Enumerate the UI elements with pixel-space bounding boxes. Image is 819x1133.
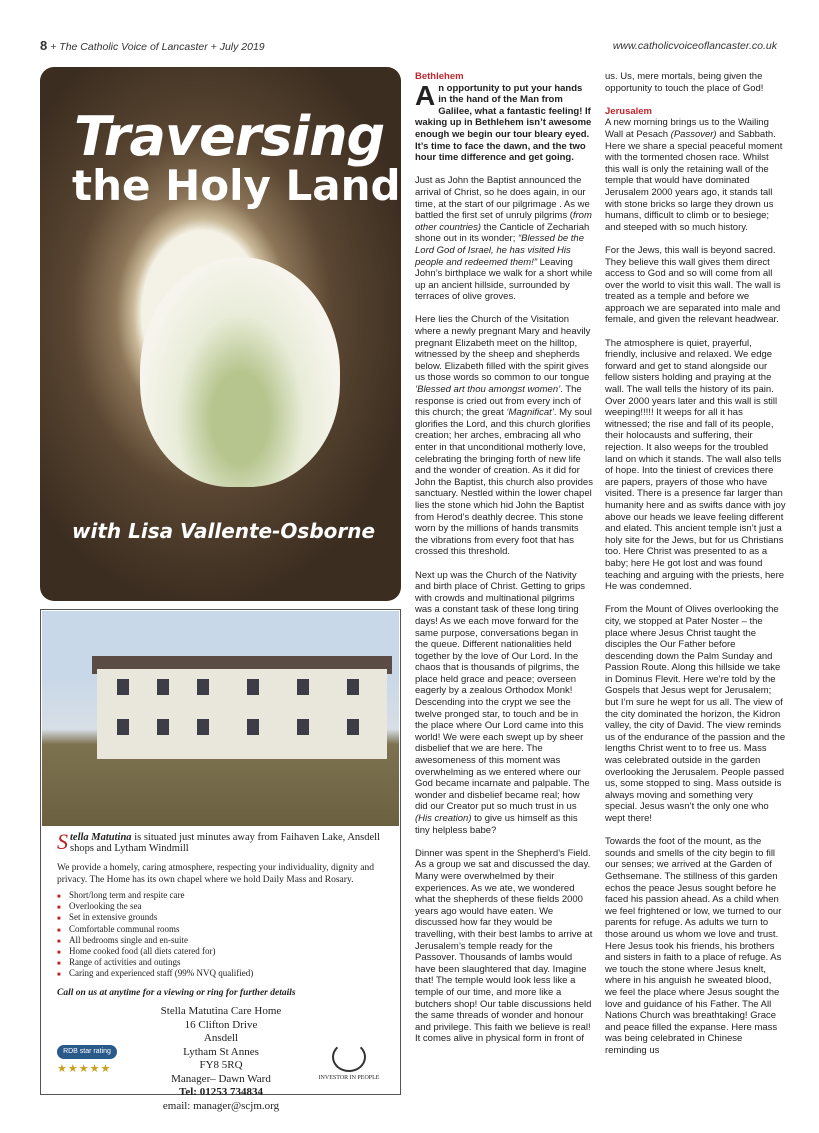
section-heading-jerusalem: Jerusalem — [605, 105, 653, 117]
text-run: Just as John the Baptist announced the arrival of Christ, so he does again, in our time, at the start of our pilgrimage . As we battled the first set of unruly pilgrims ( — [415, 175, 590, 222]
address-line: Lytham St Annes — [183, 1045, 259, 1058]
advert-email[interactable]: email: manager@scjm.org — [162, 1099, 280, 1112]
advert-name: tella Matutina — [70, 832, 132, 843]
article-column-1 — [415, 71, 593, 1056]
window — [347, 679, 359, 695]
address-line: Stella Matutina Care Home — [160, 1005, 282, 1017]
investor-label: INVESTOR IN PEOPLE — [318, 1075, 380, 1081]
feature-item: ■ Home cooked food (all diets catered for) — [69, 946, 253, 957]
window — [247, 719, 259, 735]
window — [117, 679, 129, 695]
feature-item: ■ Set in extensive grounds — [69, 912, 253, 923]
feature-item: ■ Comfortable communal rooms — [69, 924, 253, 935]
page-header — [40, 38, 777, 58]
section-heading-bethlehem: Bethlehem — [415, 71, 464, 82]
header-left — [40, 38, 265, 53]
advert-telephone[interactable]: Tel: 01253 734834 — [179, 1086, 263, 1098]
website-link[interactable]: www.catholicvoiceoflancaster.co.uk — [612, 40, 777, 52]
text-run: ‘Blessed art thou amongst women’ — [415, 384, 561, 396]
text-run: Next up was the Church of the Nativity and birth place of Christ. Getting to grips with crowds and multinational pilgrims was a constant task of these long tiring days! As we each move forward for the same purpose, conversations began in the queue. Different nationalities held together by the love of Our Lord. In the chaos that is thousands of pilgrims, the place held grace and peace; overseen eagerly by a zealous Orthodox Monk! Descending into the crypt we see the twelve pronged star, to touch and be in the place where Our Lord came into this world! We were each swept up by sheer disbelief that we are here. The awesomeness of this moment was overwhelming as we entered where our God became incarnate and palpable. The wonder and disbelief became real; how did our Creator put so much trust in us — [415, 569, 590, 813]
paragraph: For the Jews, this wall is beyond sacred. They believe this wall gives them direct access to God and so will come from all over the world to visit this wall. The wall is treated as a temple and before we approach we are separated into male and female, and given the relevant headwear. — [605, 244, 781, 326]
window — [247, 679, 259, 695]
feature-item: ■ Short/long term and respite care — [69, 890, 253, 901]
text-run: . My soul glorifies the Lord, and this church glorifies creation; her arches, embracing all who enter in that unconditional motherly love, celebrating the bringing forth of new life and the wonder of creation. As it did for John the Baptist, this church also provides sanctuary. Nestled within the lower chapel lies the stone which hid John the Baptist from Herod’s deathly decree. This stone worn by the millions of hands transmits the vibrations from every foot that has crossed this threshold. — [415, 407, 593, 558]
hero-image — [40, 67, 401, 601]
window — [347, 719, 359, 735]
text-run: Here lies the Church of the Visitation where a newly pregnant Mary and heavily pregnant Elizabeth meet on the hilltop, witnessed by the sheep and shepherds below. Elizabeth filled with the spirit gives us those words so common to our tongue — [415, 314, 591, 384]
text-run: A new morning brings us to the Wailing Wall at Pesach — [605, 117, 769, 140]
advert-intro — [57, 829, 390, 854]
paragraph — [605, 117, 786, 233]
text-run: “Blessed be the Lord God of Israel, he has visited His people and redeemed them!” — [415, 233, 584, 268]
advert-features — [57, 890, 253, 980]
address-line: FY8 5RQ — [199, 1059, 243, 1071]
article-title-line2: the Holy Land — [72, 161, 401, 210]
lead-paragraph — [415, 79, 593, 164]
rating-stars-icon: ★★★★★ — [57, 1063, 112, 1075]
cave-opening — [140, 257, 340, 487]
text-run: and Sabbath. Here we share a special peaceful moment with the tormented chosen race. Whilst this wall is only the retaining wall of the temple that would have dominated Jerusalem 2000 years ago, it stands tall with stone bricks so large they drown us humans, difficult to climb or to besiege; and steeped with so much history. — [605, 128, 783, 233]
paragraph: Towards the foot of the mount, as the sounds and smells of the city begin to fill our senses; we arrived at the Garden of Gethsemane. The stillness of this garden echos the peace Jesus sought before he faced his passion ahead. As a child when we feel frightened or low, we turned to our parents for refuge. As adults we turn to those around us whom we love and trust. Here Jesus took his friends, his brothers and sisters in faith to a place of refuge. As we touch the stone where Jesus knelt, where in his anguish he sweated blood, we feel the place where Jesus sought the love and guidance of his Father. The All Nations Church was breathtaking! Grace and peace filled the expanse. Here mass was being celebrated in Chinese reminding us — [605, 836, 782, 1056]
text-run: the Canticle of Zechariah shone out in its wonder; — [415, 221, 590, 245]
advert-description: We provide a homely, caring atmosphere, respecting your individuality, dignity and privacy. The Home has its own chapel where we hold Daily Mass and Rosary. — [57, 863, 374, 885]
paragraph: From the Mount of Olives overlooking the city, we stopped at Pater Noster – the place where Jesus Christ taught the disciples the Our Father before descending down the Palm Sunday and Passion Route. Along this hillside we take in Dominus Flevit. Here we’re told by the Gospels that Jesus wept for Jerusalem; but I’m sure he wept for us all. The view of the city dominated the horizon, the Kidron valley, the city of David. The view reminds us of the endurance of the passion and the lengths Christ went to to free us. Mass was celebrated outside in the garden overlooking the Jerusalem. People passed us, some stopped to sing. Mass outside is always moving and something very special. Jesus wasn’t the only one who wept there! — [605, 604, 786, 824]
window — [157, 679, 169, 695]
text-run: ‘Magnificat’ — [506, 407, 554, 419]
article-title-line1: Traversing — [74, 105, 385, 168]
drop-cap: A — [415, 79, 436, 111]
care-home-photo — [42, 611, 399, 826]
publication-line: + The Catholic Voice of Lancaster + July 2019 — [50, 41, 265, 53]
rating-label: RDB star rating — [57, 1045, 117, 1059]
window — [297, 719, 309, 735]
paragraph — [415, 314, 593, 557]
text-run: (Passover) — [670, 128, 717, 140]
article-column-2 — [605, 71, 786, 1068]
address-line: Manager– Dawn Ward — [171, 1072, 271, 1085]
paragraph — [415, 175, 593, 303]
window — [297, 679, 309, 695]
advert-initial: S — [57, 829, 68, 854]
advert-intro-text: is situated just minutes away from Faihaven Lake, Ansdell shops and Lytham Windmill — [70, 832, 381, 854]
feature-item: ■ Overlooking the sea — [69, 901, 253, 912]
text-run: . The response is cried out from every inch of this church; the great — [415, 384, 582, 419]
feature-item: ■ All bedrooms single and en-suite — [69, 935, 253, 946]
window — [197, 679, 209, 695]
address-line: 16 Clifton Drive — [184, 1018, 258, 1031]
lead-text: n opportunity to put your hands in the hand of the Man from Galilee, what a fantastic feeling! If waking up in Bethlehem isn’t awesome enough we begin our tour bleary eyed. It’s time to face the dawn, and the two hour time difference and get going. — [415, 82, 592, 164]
care-home-advert — [40, 609, 401, 1112]
address-line: Ansdell — [203, 1032, 239, 1044]
text-run: to give us himself as this tiny helpless babe? — [415, 813, 578, 836]
byline: with Lisa Vallente-Osborne — [72, 519, 376, 543]
paragraph: us. Us, mere mortals, being given the opportunity to touch the place of God! — [605, 71, 764, 94]
text-run: (His creation) — [415, 813, 472, 824]
paragraph: The atmosphere is quiet, prayerful, friendly, inclusive and relaxed. We edge forward and get to stand alongside our fellow sisters holding and praying at the wall. The wall tells the history of its pain. Over 2000 years later and this wall is still weeping!!!!! It weeps for all it has witnessed; the rise and fall of its people, their holocausts and suffering, their rejection. It also weeps for the troubled land on which it stands. The wall also tells of hope. Into the tiniest of crevices there are papers, prayers of those who have visited. There is a presence far larger than humanity here and as swifts dance with joy above our heads we leave feeling different and elated. This ancient temple isn’t just a holy site for the Jews, but for us Christians too. Here Christ was presented to as a baby; here He got lost and was found teaching and arguing with the priests, here He was condemned. — [605, 337, 786, 593]
paragraph: Dinner was spent in the Shepherd’s Field. As a group we sat and discussed the day. Many were overwhelmed by their experiences. As we ate, we wondered what the shepherds of these fields 2000 years ago would have eaten. We discussed how far they would be travelling, with their best lambs to arrive at Jerusalem’s temple ready for the Passover. Thousands of lambs would have been slaughtered that day. Imagine that! The temple would look less like a temple of our time, and more like a butchers shop! Our table discussions held the same threads of wonder and honour and privilege. This faith we believe is real! It comes alive in physical form in front of — [415, 847, 593, 1045]
wreath-icon — [332, 1042, 366, 1072]
page-number: 8 — [40, 38, 48, 53]
window — [197, 719, 209, 735]
window — [117, 719, 129, 735]
feature-item: ■ Caring and experienced staff (99% NVQ qualified) — [69, 968, 253, 979]
advert-address — [131, 1005, 311, 1113]
text-run: from other countries) — [415, 210, 592, 233]
paragraph — [415, 570, 593, 837]
house-facade — [97, 669, 387, 759]
text-run: Leaving John’s birthplace we walk for a short while up an ancient hillside, surrounded by terraces of olive groves. — [415, 256, 593, 303]
investor-in-people-badge — [314, 1042, 384, 1081]
feature-item: ■ Range of activities and outings — [69, 957, 253, 968]
rdb-rating-badge — [57, 1045, 117, 1079]
window — [157, 719, 169, 735]
advert-call: Call on us at anytime for a viewing or ring for further details — [57, 988, 296, 998]
